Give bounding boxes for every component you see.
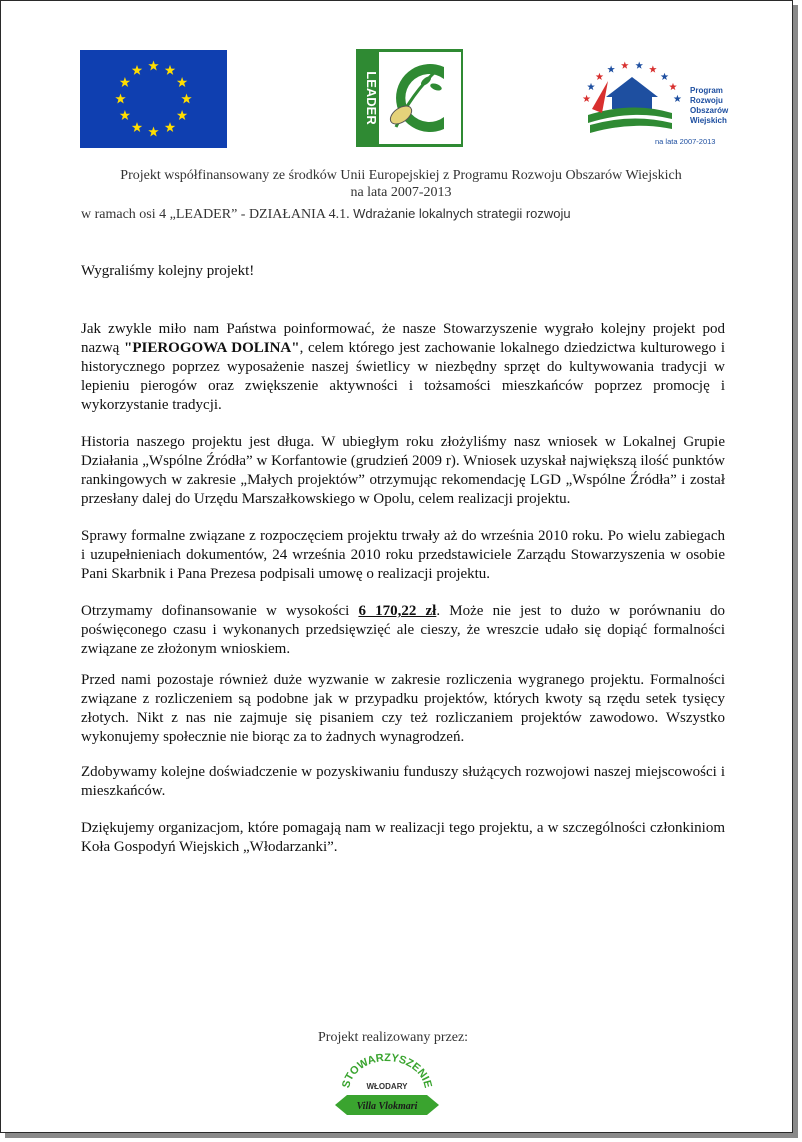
p4-after: . Może nie jest to dużo w porównaniu do poświęconego czasu i wykonanych przedsięwzięć ale cieszy, że wreszcie udało się dopiąć formalności związane ze złożonym wnioskiem.	[81, 603, 725, 657]
paragraph-3: Sprawy formalne związane z rozpoczęciem projektu trwały aż do września 2010 roku. Po wielu zabiegach i uzupełnieniach dokumentów, 24 września 2010 roku przedstawiciele Zarządu Stowarzyszenia w osobie Pani Skarbnik i Pana Prezesa podpisali umowę o realizacji projektu.	[81, 528, 725, 582]
prow-star-icon	[587, 83, 595, 90]
prow-line-1: Program	[690, 86, 723, 95]
p4-before: Otrzymamy dofinansowanie w wysokości	[81, 603, 359, 619]
prow-field-2	[590, 118, 672, 133]
prow-star-icon	[669, 83, 677, 90]
axis-line	[81, 206, 741, 223]
axis-suffix: Wdrażanie lokalnych strategii rozwoju	[353, 206, 571, 221]
paragraph-2: Historia naszego projektu jest długa. W ubiegłym roku złożyliśmy nasz wniosek w Lokalnej Grupie Działania „Wspólne Źródła” w Korfantowie (grudzień 2009 r). Wniosek uzyskał największą ilość punktów rankingowych w zakresie „Małych projektów” otrzymując rekomendację LGD „Wspólne Źródła” i został przesłany dalej do Urzędu Marszałkowskiego w Opolu, celem realizacji projektu.	[81, 434, 725, 507]
footer-label: Projekt realizowany przez:	[318, 1030, 469, 1045]
club-ribbon-text: Villa Vlokmari	[356, 1101, 418, 1112]
paragraph-5: Przed nami pozostaje również duże wyzwanie w zakresie rozliczenia wygranego projektu. Formalności związane z rozliczeniem są podobne jak w przypadku projektów, których kwoty są rzędu setek tysięcy złotych. Nikt z nas nie zajmuje się pisaniem czy też rozliczaniem projektów zawodowo. Wszystko wykonujemy społecznie nie biorąc za to żadnych wynagrodzeń.	[81, 672, 725, 745]
prow-star-icon	[596, 73, 604, 80]
prow-text	[690, 86, 728, 126]
funding-line-1: Projekt współfinansowany ze środków Unii Europejskiej z Programu Rozwoju Obszarów Wiejskich	[120, 168, 682, 183]
prow-years: na lata 2007-2013	[655, 137, 716, 146]
leader-vertical-text: LEADER	[364, 71, 379, 125]
prow-star-icon	[661, 73, 669, 80]
axis-prefix: w ramach osi 4 „LEADER” - DZIAŁANIA 4.1.	[81, 207, 350, 222]
article-title: Wygraliśmy kolejny projekt!	[81, 263, 255, 279]
club-logo	[331, 1049, 443, 1121]
club-mid-text: WŁODARY	[366, 1082, 408, 1091]
prow-star-icon	[621, 61, 629, 68]
prow-line-3: Obszarów	[690, 106, 729, 115]
paragraph-1	[81, 320, 725, 415]
p1-before: Jak zwykle miło nam Państwa poinformować, że nasze Stowarzyszenie wygrało kolejny projekt pod nazwą	[81, 321, 725, 356]
prow-star-icon	[607, 65, 615, 72]
paragraph-6: Zdobywamy kolejne doświadczenie w pozyskiwaniu funduszy służących rozwojowi naszej miejscowości i mieszkańców.	[81, 764, 725, 799]
prow-emblem	[572, 53, 692, 143]
eu-flag-logo	[80, 50, 227, 148]
prow-star-icon	[635, 61, 643, 68]
paragraph-7: Dziękujemy organizacjom, które pomagają nam w realizacji tego projektu, a w szczególności członkiniom Koła Gospodyń Wiejskich „Włodarzanki”.	[81, 820, 725, 855]
p1-after: , celem którego jest zachowanie lokalnego dziedzictwa kulturowego i historycznego poprzez wyposażenie naszej świetlicy w niezbędny sprzęt do kultywowania tradycji w lepieniu pierogów oraz zwiększenie aktywności i tożsamości mieszkańców poprzez promocję i wykorzystanie tradycji.	[81, 340, 725, 413]
funding-header	[79, 167, 723, 201]
project-name: "PIEROGOWA DOLINA"	[124, 340, 300, 356]
prow-star-icon	[674, 95, 682, 102]
funding-line-2: na lata 2007-2013	[350, 185, 452, 200]
prow-house-icon	[606, 77, 658, 109]
paragraph-4	[81, 602, 725, 659]
funding-amount: 6 170,22 zł	[358, 603, 437, 619]
prow-star-icon	[583, 95, 591, 102]
prow-star-icon	[649, 65, 657, 72]
leader-logo	[356, 49, 463, 147]
prow-line-4: Wiejskich	[690, 116, 727, 125]
prow-line-2: Rozwoju	[690, 96, 723, 105]
prow-logo	[572, 53, 732, 153]
club-arc-path: STOWARZYSZENIE	[340, 1051, 434, 1090]
